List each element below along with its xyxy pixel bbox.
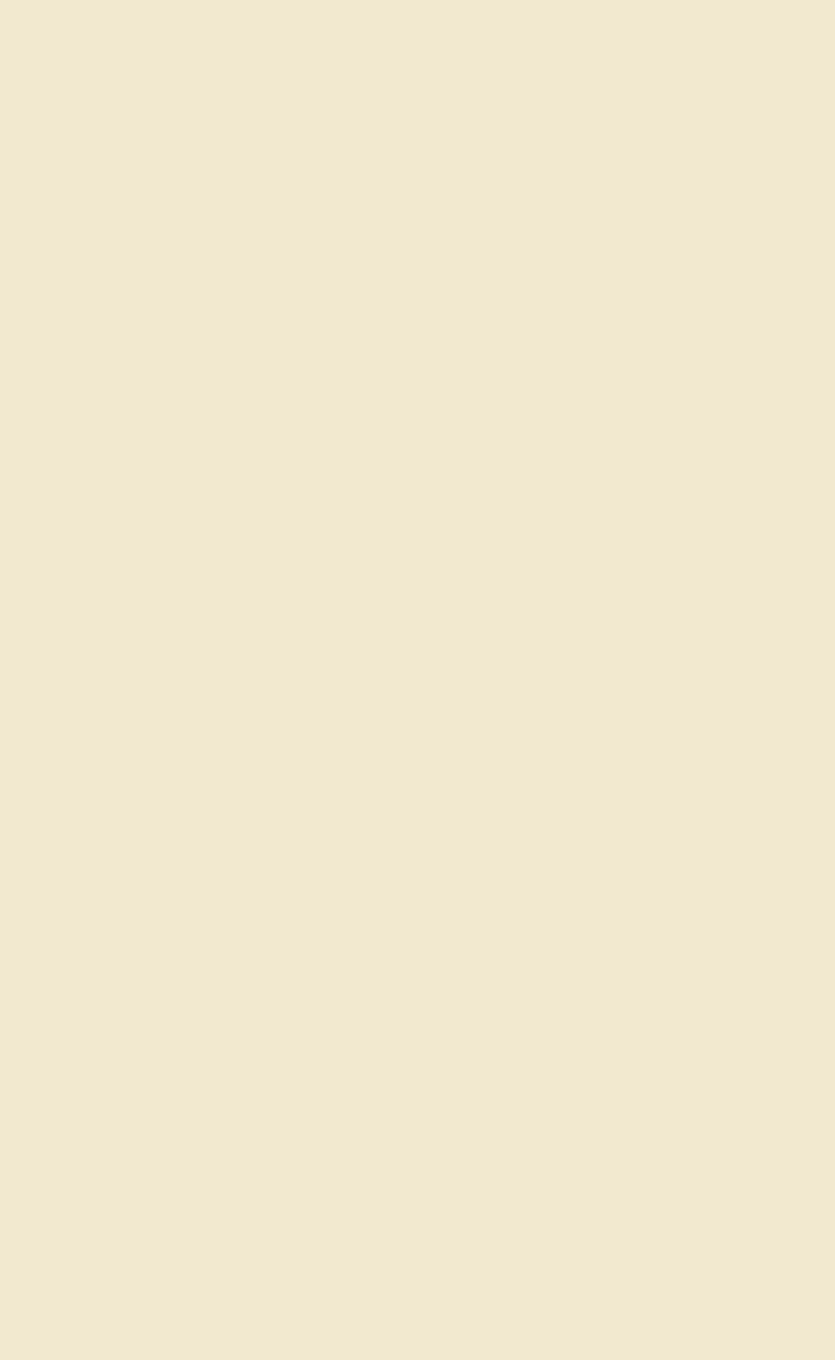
section-heading <box>60 26 810 72</box>
table-of-contents <box>60 26 810 72</box>
